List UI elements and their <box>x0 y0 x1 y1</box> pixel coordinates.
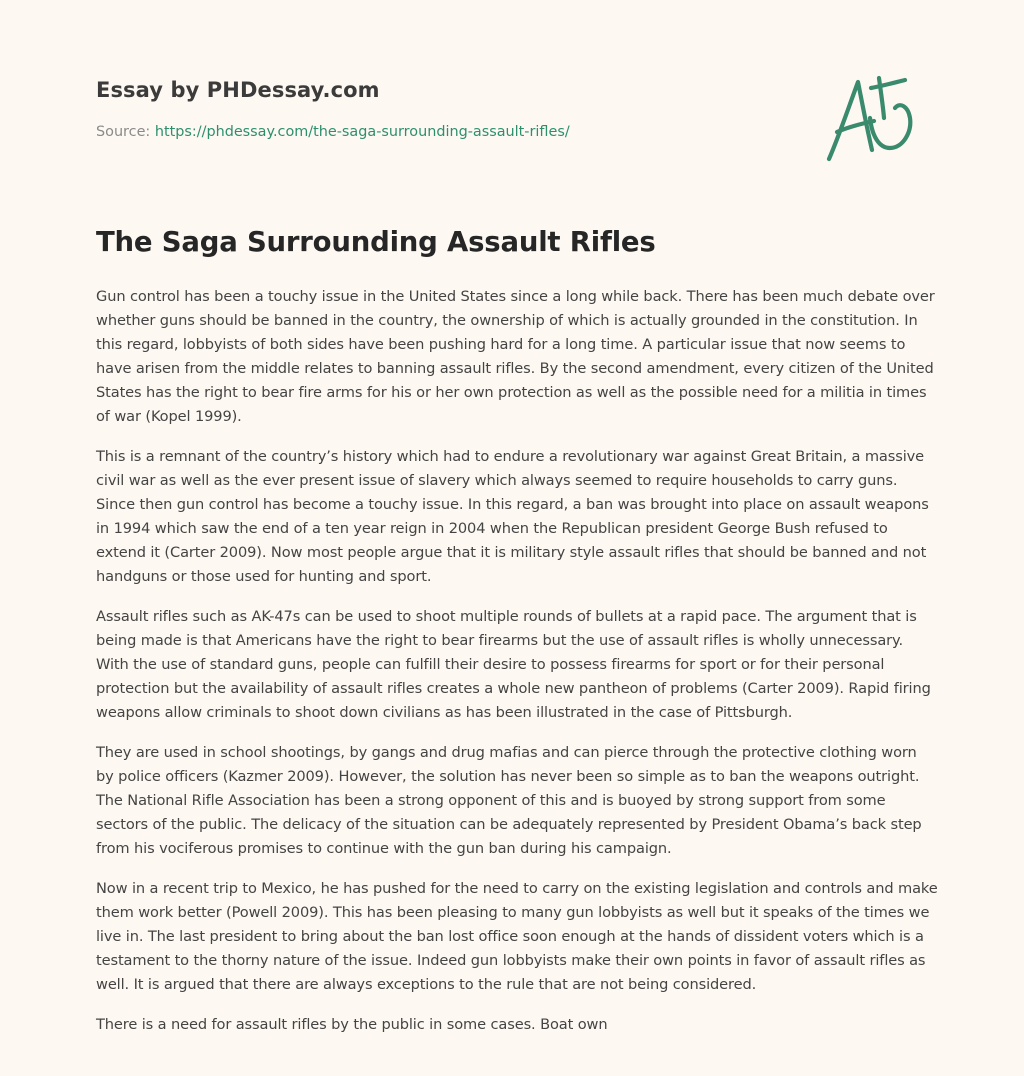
page-header <box>96 78 816 140</box>
paragraph: Assault rifles such as AK-47s can be used to shoot multiple rounds of bullets at a rapid pace. The argument that is being made is that Americans have the right to bear firearms but the use of assault rifles is wholly unnecessary. With the use of standard guns, people can fulfill their desire to possess firearms for sport or for their personal protection but the availability of assault rifles creates a whole new pantheon of problems (Carter 2009). Rapid firing weapons allow criminals to shoot down civilians as has been illustrated in the case of Pittsburgh. <box>96 608 931 721</box>
source-link[interactable]: https://phdessay.com/the-saga-surrounding-assault-rifles/ <box>154 124 570 140</box>
paragraph: There is a need for assault rifles by the public in some cases. Boat own <box>96 1016 608 1033</box>
paragraph: Now in a recent trip to Mexico, he has pushed for the need to carry on the existing legislation and controls and make them work better (Powell 2009). This has been pleasing to many gun lobbyists as well but it speaks of the times we live in. The last president to bring about the ban lost office soon enough at the hands of dissident voters which is a testament to the thorny nature of the issue. Indeed gun lobbyists make their own points in favor of assault rifles as well. It is argued that there are always exceptions to the rule that are not being considered. <box>96 880 938 993</box>
paragraph: This is a remnant of the country’s history which had to endure a revolutionary war against Great Britain, a massive civil war as well as the ever present issue of slavery which always seemed to require households to carry guns. Since then gun control has become a touchy issue. In this regard, a ban was brought into place on assault weapons in 1994 which saw the end of a ten year reign in 2004 when the Republican president George Bush refused to extend it (Carter 2009). Now most people argue that it is military style assault rifles that should be banned and not handguns or those used for hunting and sport. <box>96 448 929 585</box>
source-line <box>96 124 570 140</box>
site-brand: Essay by PHDessay.com <box>96 78 380 102</box>
paragraph: They are used in school shootings, by gangs and drug mafias and can pierce through the protective clothing worn by police officers (Kazmer 2009). However, the solution has never been so simple as to ban the weapons outright. The National Rifle Association has been a strong opponent of this and is buoyed by strong support from some sectors of the public. The delicacy of the situation can be adequately represented by President Obama’s back step from his vociferous promises to continue with the gun ban during his campaign. <box>96 744 922 857</box>
source-label: Source: <box>96 124 155 140</box>
essay-body <box>96 285 938 1053</box>
paragraph: Gun control has been a touchy issue in the United States since a long while back. There has been much debate over whether guns should be banned in the country, the ownership of which is actually grounded in the constitution. In this regard, lobbyists of both sides have been pushing hard for a long time. A particular issue that now seems to have arisen from the middle relates to banning assault rifles. By the second amendment, every citizen of the United States has the right to bear fire arms for his or her own protection as well as the possible need for a militia in times of war (Kopel 1999). <box>96 288 935 425</box>
essay-title: The Saga Surrounding Assault Rifles <box>96 226 656 258</box>
a-plus-logo-icon <box>822 66 926 166</box>
